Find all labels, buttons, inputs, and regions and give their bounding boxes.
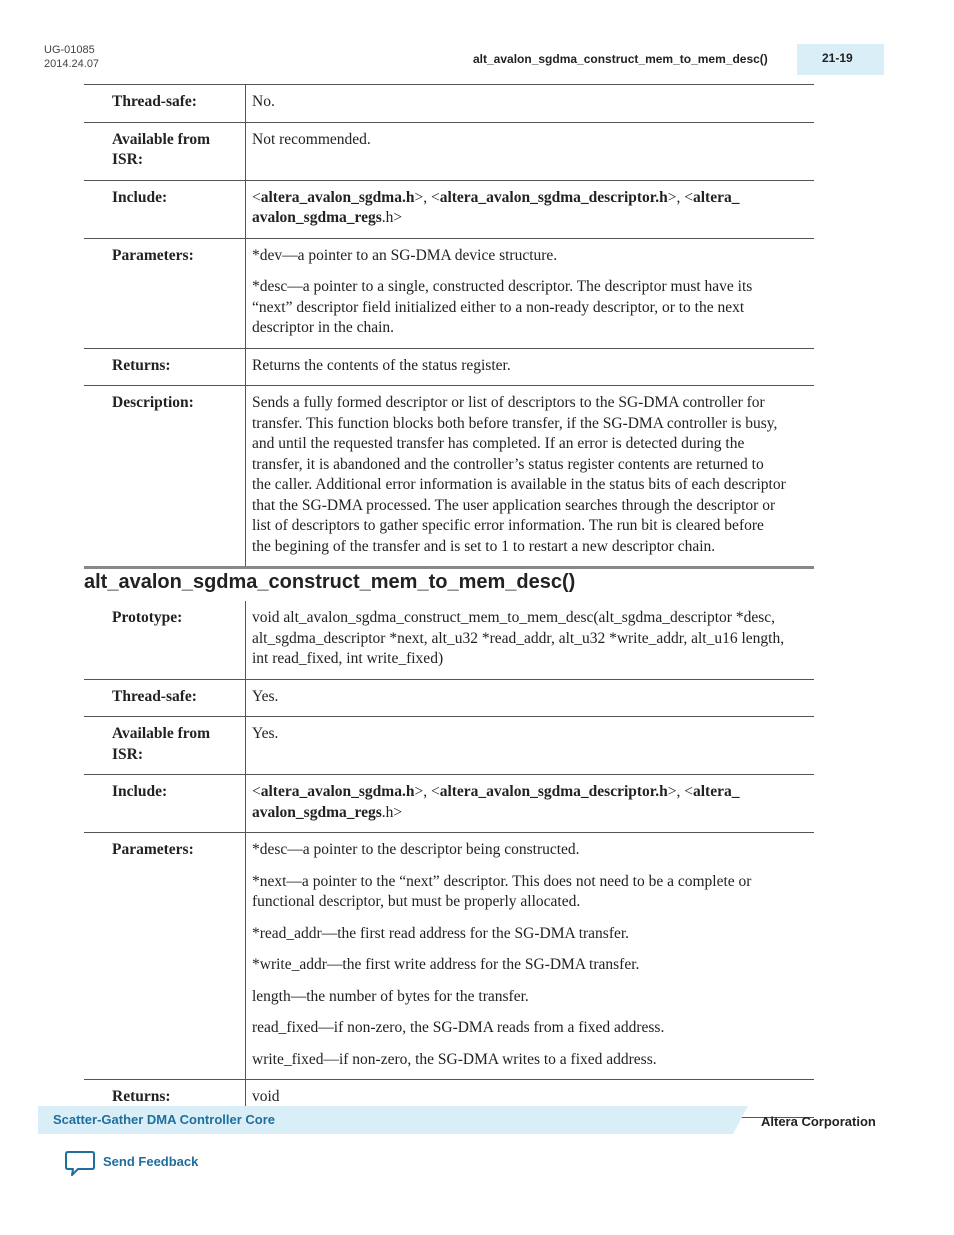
parameter-item: *write_addr—the first write address for the SG-DMA transfer. bbox=[252, 956, 640, 973]
table-row bbox=[84, 348, 814, 386]
table-row bbox=[84, 85, 814, 123]
table-row bbox=[84, 679, 814, 717]
include-text: >, < bbox=[414, 188, 440, 206]
table-row bbox=[84, 122, 814, 180]
row-value: Sends a fully formed descriptor or list of descriptors to the SG-DMA controller for transfer. This function blocks both before transfer, if the SG-DMA controller is busy, and until the requested transfer has completed. If an error is detected during the transfer, it is abandoned and the controller’s status register contents are returned to the caller. Additional error information is available in the status bits of each descriptor that the SG-DMA processed. The user application searches through the descriptor or list of descriptors to gather specific error information. The run bit is cleared before the begining of the transfer and is set to 1 to restart a new descriptor chain. bbox=[246, 386, 815, 568]
row-label: Description: bbox=[84, 386, 246, 568]
function-table bbox=[84, 601, 814, 1118]
row-value: No. bbox=[246, 85, 815, 123]
row-value: Yes. bbox=[246, 717, 815, 775]
parameters-value bbox=[246, 238, 815, 348]
parameter-item: *read_addr—the first read address for the SG-DMA transfer. bbox=[252, 924, 630, 942]
parameter-item: *dev—a pointer to an SG-DMA device structure. bbox=[252, 246, 558, 264]
include-header-file: altera_avalon_sgdma.h bbox=[260, 783, 415, 800]
document-id-block bbox=[44, 43, 99, 71]
include-value bbox=[246, 775, 815, 833]
row-label: Prototype: bbox=[84, 601, 246, 679]
speech-bubble-icon bbox=[64, 1150, 96, 1178]
table-row bbox=[84, 386, 814, 568]
footer-chapter-link[interactable]: Scatter-Gather DMA Controller Core bbox=[53, 1112, 275, 1127]
parameter-item: write_fixed—if non-zero, the SG-DMA writes to a fixed address. bbox=[252, 1050, 657, 1068]
section-heading: alt_avalon_sgdma_construct_mem_to_mem_desc() bbox=[84, 571, 576, 593]
include-header-file: altera_avalon_sgdma.h bbox=[260, 188, 415, 206]
include-text: >, < bbox=[667, 783, 693, 800]
table-row bbox=[84, 833, 814, 1080]
row-label: Include: bbox=[84, 775, 246, 833]
row-label: Parameters: bbox=[84, 833, 246, 1080]
parameter-item: *next—a pointer to the “next” descriptor. This does not need to be a complete or functional descriptor, but must be properly allocated. bbox=[252, 872, 752, 910]
function-table-previous bbox=[84, 84, 814, 569]
table-row bbox=[84, 238, 814, 348]
include-text: < bbox=[252, 188, 261, 206]
prototype-value: void alt_avalon_sgdma_construct_mem_to_mem_desc(alt_sgdma_descriptor *desc, alt_sgdma_descriptor *next, alt_u32 *read_addr, alt_u32 *write_addr, alt_u16 length, int read_fixed, int write_fixed) bbox=[252, 609, 785, 667]
parameter-item: length—the number of bytes for the transfer. bbox=[252, 987, 529, 1005]
parameters-value bbox=[246, 833, 815, 1080]
document-id: UG-01085 bbox=[44, 44, 95, 56]
row-label: Returns: bbox=[84, 348, 246, 386]
running-header-title: alt_avalon_sgdma_construct_mem_to_mem_desc() bbox=[473, 52, 768, 66]
row-value: Not recommended. bbox=[246, 122, 815, 180]
parameter-item: read_fixed—if non-zero, the SG-DMA reads from a fixed address. bbox=[252, 1019, 665, 1036]
row-label: Parameters: bbox=[84, 238, 246, 348]
include-value bbox=[246, 180, 815, 238]
page-number: 21-19 bbox=[797, 44, 884, 75]
row-label: Include: bbox=[84, 180, 246, 238]
include-text: < bbox=[252, 783, 261, 800]
row-value: Returns the contents of the status register. bbox=[246, 348, 815, 386]
include-text: .h> bbox=[381, 803, 403, 821]
parameter-item: *desc—a pointer to a single, constructed descriptor. The descriptor must have its “next” descriptor field initialized either to a non-ready descriptor, or to the next descriptor in the chain. bbox=[252, 278, 753, 336]
include-header-file: altera_avalon_sgdma_descriptor.h bbox=[439, 188, 668, 206]
include-header-file: altera_ bbox=[693, 188, 740, 206]
send-feedback-label: Send Feedback bbox=[103, 1154, 199, 1169]
table-row bbox=[84, 717, 814, 775]
row-label: Thread-safe: bbox=[84, 679, 246, 717]
row-label: Available from ISR: bbox=[84, 717, 246, 775]
table-row bbox=[84, 180, 814, 238]
row-value: Yes. bbox=[246, 679, 815, 717]
include-header-file: avalon_sgdma_regs bbox=[252, 803, 382, 821]
include-header-file: avalon_sgdma_regs bbox=[252, 209, 382, 226]
include-header-file: altera_ bbox=[693, 783, 740, 800]
row-label: Returns: bbox=[84, 1080, 246, 1118]
footer-company: Altera Corporation bbox=[761, 1114, 876, 1129]
include-text: >, < bbox=[414, 783, 440, 800]
table-row bbox=[84, 601, 814, 679]
row-value: void bbox=[246, 1080, 815, 1118]
include-header-file: altera_avalon_sgdma_descriptor.h bbox=[439, 783, 668, 800]
table-row bbox=[84, 775, 814, 833]
include-text: .h> bbox=[381, 209, 403, 226]
send-feedback-link[interactable] bbox=[64, 1150, 244, 1180]
parameter-item: *desc—a pointer to the descriptor being constructed. bbox=[252, 841, 580, 858]
row-label: Thread-safe: bbox=[84, 85, 246, 123]
document-date: 2014.24.07 bbox=[44, 58, 100, 70]
include-text: >, < bbox=[667, 188, 693, 206]
row-label: Available from ISR: bbox=[84, 122, 246, 180]
